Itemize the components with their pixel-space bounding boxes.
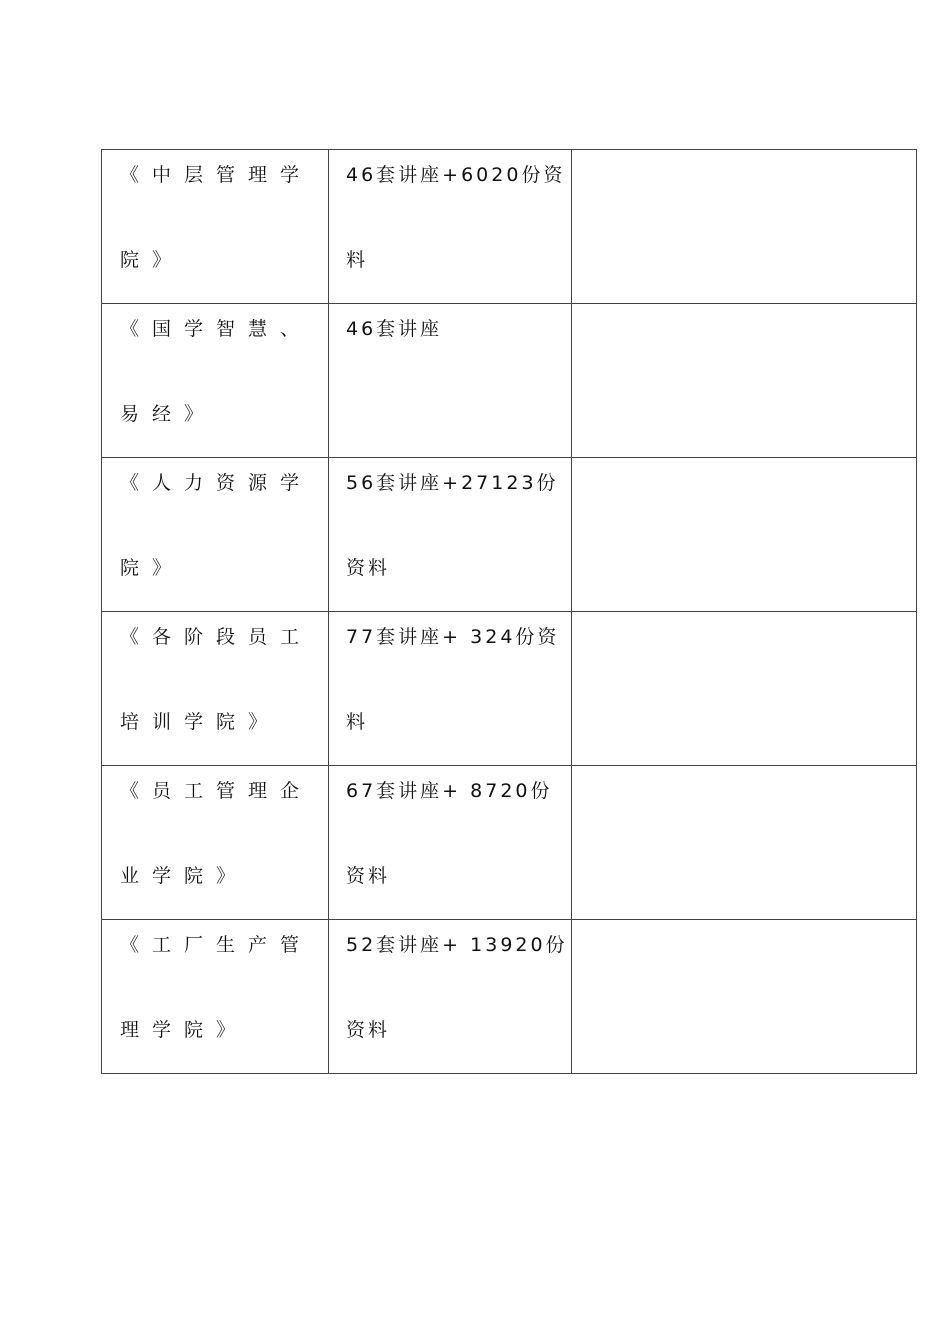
course-count: 46套讲座+6020份资料 [346,164,566,271]
course-name: 《员工管理企业学院》 [120,780,313,887]
empty-cell [572,458,917,612]
course-name: 《工厂生产管理学院》 [120,934,313,1041]
empty-cell [572,766,917,920]
course-count-cell [329,920,572,1074]
course-name-cell [102,766,329,920]
empty-cell [572,920,917,1074]
course-count: 52套讲座+ 13920份资料 [346,934,568,1041]
course-count: 67套讲座+ 8720份资料 [346,780,553,887]
course-count-cell [329,766,572,920]
course-name: 《各阶段员工培训学院》 [120,626,313,733]
course-name: 《中层管理学院》 [120,164,313,271]
course-count-cell [329,150,572,304]
table-row [102,766,917,920]
empty-cell [572,150,917,304]
course-name-cell [102,458,329,612]
table-row [102,150,917,304]
table-row [102,920,917,1074]
course-name: 《人力资源学院》 [120,472,313,579]
course-count: 77套讲座+ 324份资料 [346,626,560,733]
course-count: 46套讲座 [346,318,443,340]
course-name-cell [102,304,329,458]
course-name-cell [102,612,329,766]
course-name-cell [102,150,329,304]
course-count-cell [329,458,572,612]
course-table [101,149,917,1074]
course-count-cell [329,612,572,766]
course-name-cell [102,920,329,1074]
table-row [102,458,917,612]
table-row [102,612,917,766]
course-count: 56套讲座+27123份资料 [346,472,559,579]
course-count-cell [329,304,572,458]
course-name: 《国学智慧、易经》 [120,318,313,425]
empty-cell [572,304,917,458]
empty-cell [572,612,917,766]
table-row [102,304,917,458]
